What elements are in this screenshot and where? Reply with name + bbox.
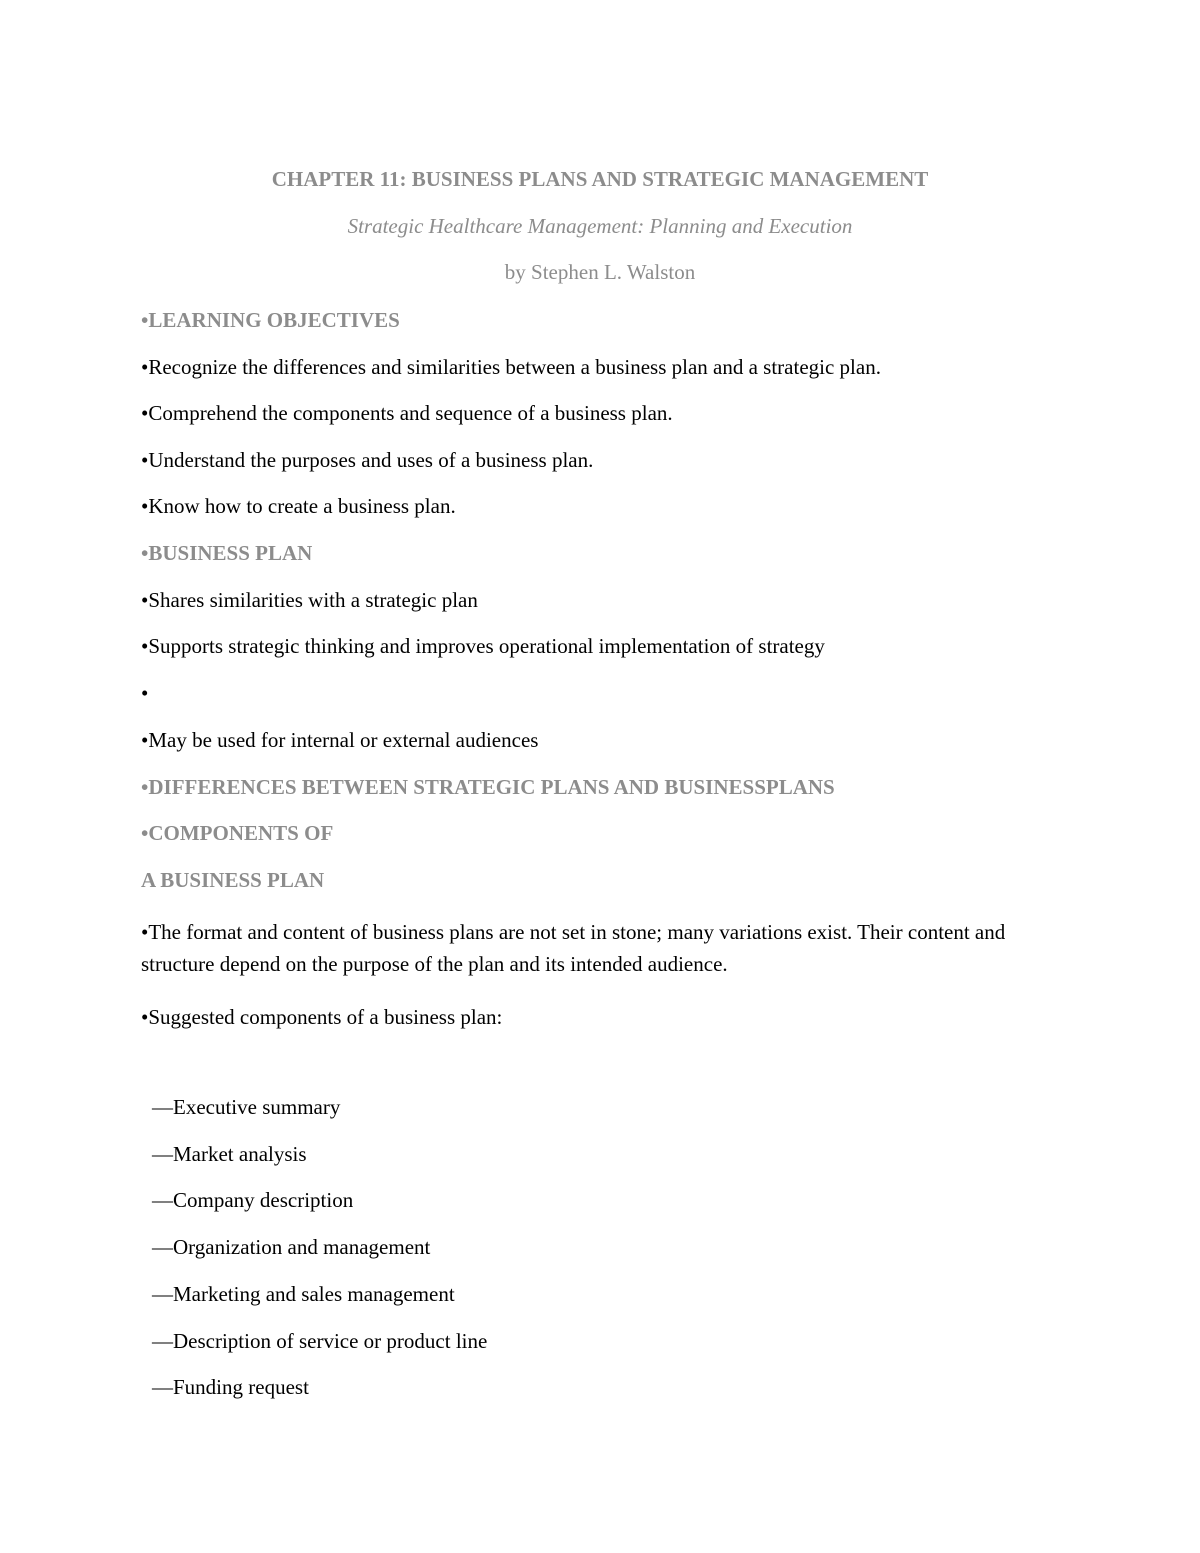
learning-objectives-heading: •LEARNING OBJECTIVES (141, 308, 400, 332)
objective-item: •Recognize the differences and similarities between a business plan and a strategic plan. (141, 355, 881, 379)
component-item: —Market analysis (152, 1142, 307, 1166)
differences-heading: •DIFFERENCES BETWEEN STRATEGIC PLANS AND BUSINESSPLANS (141, 775, 835, 799)
objective-item: •Know how to create a business plan. (141, 494, 456, 518)
components-heading-line1: •COMPONENTS OF (141, 821, 334, 845)
component-item: —Company description (152, 1188, 354, 1212)
business-plan-point: • (141, 681, 149, 705)
component-item: —Organization and management (152, 1235, 431, 1259)
components-heading-line2: A BUSINESS PLAN (141, 868, 325, 892)
business-plan-heading: •BUSINESS PLAN (141, 541, 313, 565)
business-plan-point: •Shares similarities with a strategic plan (141, 588, 478, 612)
book-subtitle: Strategic Healthcare Management: Planning and Execution (347, 214, 853, 238)
author-line: by Stephen L. Walston (504, 260, 696, 284)
objective-item: •Understand the purposes and uses of a business plan. (141, 448, 594, 472)
component-item: —Funding request (152, 1375, 309, 1399)
component-item: —Marketing and sales management (152, 1282, 455, 1306)
chapter-title: CHAPTER 11: BUSINESS PLANS AND STRATEGIC MANAGEMENT (271, 167, 929, 191)
business-plan-point: •Supports strategic thinking and improves operational implementation of strategy (141, 634, 825, 658)
suggested-components-intro: •Suggested components of a business plan: (141, 1005, 503, 1029)
component-item: —Executive summary (152, 1095, 341, 1119)
business-plan-point: •May be used for internal or external audiences (141, 728, 539, 752)
objective-item: •Comprehend the components and sequence of a business plan. (141, 401, 673, 425)
format-paragraph: •The format and content of business plans are not set in stone; many variations exist. Their content and structure depend on the purpose of the plan and its intended audience. (141, 920, 1006, 976)
component-item: —Description of service or product line (152, 1329, 488, 1353)
